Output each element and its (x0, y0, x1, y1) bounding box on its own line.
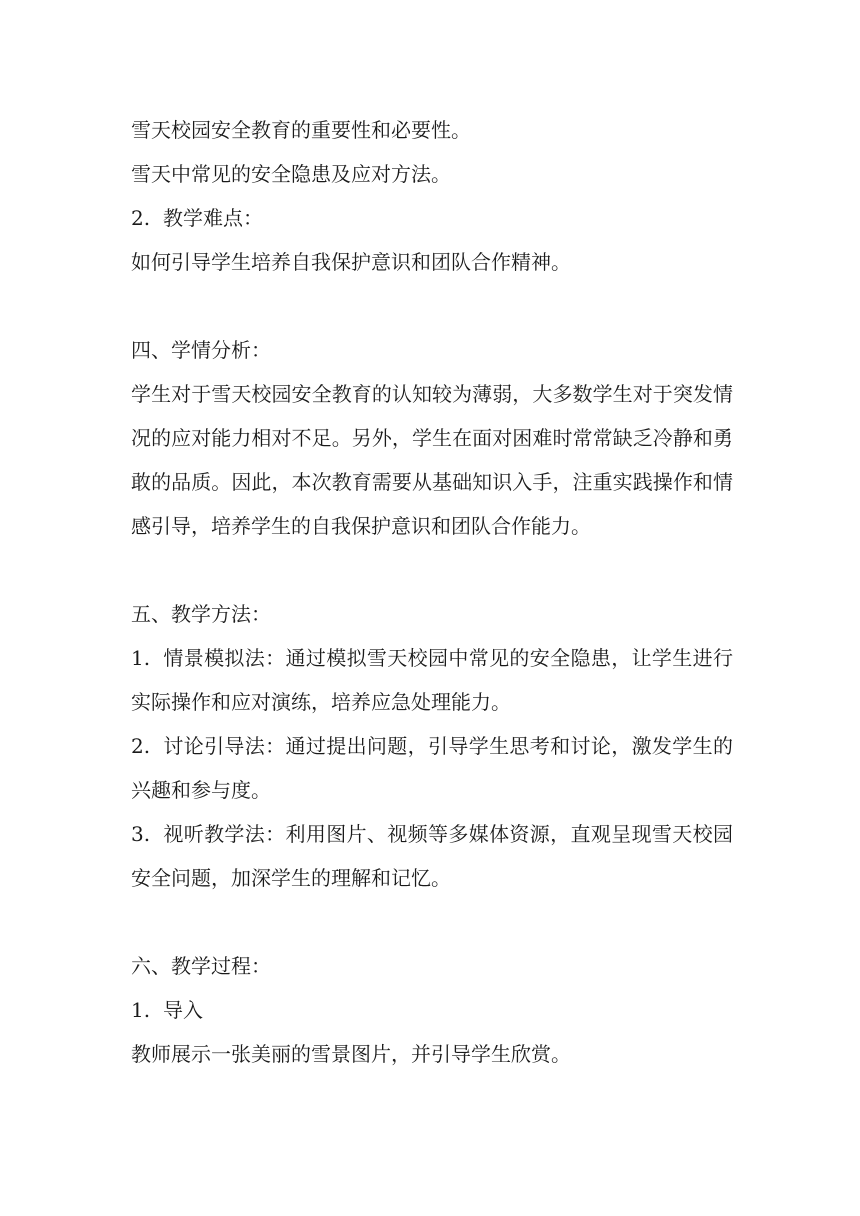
analysis-paragraph: 学生对于雪天校园安全教育的认知较为薄弱，大多数学生对于突发情况的应对能力相对不足。另外，学生在面对困难时常常缺乏冷静和勇敢的品质。因此，本次教育需要从基础知识入手，注重实践操作和情感引导，培养学生的自我保护意识和团队合作能力。 (131, 382, 733, 538)
method-item-3 (131, 812, 733, 900)
section-gap (131, 548, 733, 592)
difficulty-heading (131, 196, 733, 240)
method-number-2: 2. (131, 734, 151, 758)
document-page (131, 108, 733, 1076)
section-gap (131, 900, 733, 944)
methods-heading: 五、教学方法： (131, 602, 271, 626)
difficulty-text: 如何引导学生培养自我保护意识和团队合作精神。 (131, 250, 571, 274)
difficulty-number: 2. (131, 206, 151, 230)
method-item-2 (131, 724, 733, 812)
analysis-heading: 四、学情分析： (131, 338, 271, 362)
method-text-1: 情景模拟法：通过模拟雪天校园中常见的安全隐患，让学生进行实际操作和应对演练，培养应急处理能力。 (131, 646, 733, 714)
process-heading: 六、教学过程： (131, 954, 271, 978)
key-point-line-1: 雪天校园安全教育的重要性和必要性。 (131, 118, 471, 142)
process-step-number: 1. (131, 998, 151, 1022)
section-gap (131, 284, 733, 328)
method-text-3: 视听教学法：利用图片、视频等多媒体资源，直观呈现雪天校园安全问题，加深学生的理解和记忆。 (131, 822, 733, 890)
method-item-1 (131, 636, 733, 724)
difficulty-heading-text: 教学难点： (163, 206, 263, 230)
key-point-line-2: 雪天中常见的安全隐患及应对方法。 (131, 162, 451, 186)
method-number-3: 3. (131, 822, 151, 846)
method-text-2: 讨论引导法：通过提出问题，引导学生思考和讨论，激发学生的兴趣和参与度。 (131, 734, 733, 802)
process-step-1 (131, 988, 733, 1032)
process-step-title: 导入 (163, 998, 203, 1022)
process-step-text: 教师展示一张美丽的雪景图片，并引导学生欣赏。 (131, 1042, 571, 1066)
method-number-1: 1. (131, 646, 151, 670)
